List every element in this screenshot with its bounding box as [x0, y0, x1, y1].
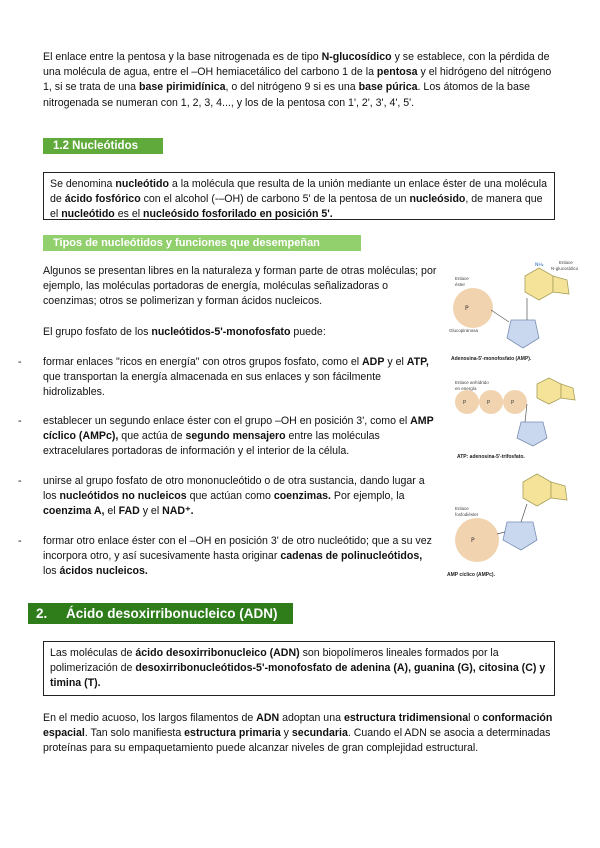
bullet-dash: - — [18, 356, 22, 368]
fig1-label-nglucosidico: N-glucosídico — [551, 266, 579, 271]
bullet-item-polinucleotidos: formar otro enlace éster con el –OH en posición 3' de otro nucleótido; que a su vez incorpora otro, y así sucesivamente hasta originar cadenas de polinucleótidos, los ácidos nucleicos. — [43, 535, 432, 578]
bullet-dash: - — [18, 535, 22, 547]
bullet-dash: - — [18, 415, 22, 427]
bullet-item-ampc: establecer un segundo enlace éster con el grupo –OH en posición 3', como el AMP cíclico (AMPc), que actúa de segundo mensajero entre las moléculas extracelulares portadoras de información y el interior de la célula. — [43, 415, 434, 458]
figure-atp — [447, 374, 587, 464]
section-number: 2. — [36, 606, 48, 621]
fig1-caption: Adenosina-5'-monofosfato (AMP). — [451, 356, 532, 362]
svg-text:P: P — [511, 400, 515, 406]
adn-paragraph: En el medio acuoso, los largos filamentos de ADN adoptan una estructura tridimensional o conformación espacial. Tan solo manifiesta estructura primaria y secundaria. Cuando el ADN se asocia a determinadas proteínas para su empaquetamiento puede alcanzar niveles de gran complejidad estructural. — [43, 712, 553, 755]
fig2-label-anhidrido: Enlace anhídrido — [455, 380, 489, 385]
svg-text:P: P — [471, 537, 475, 544]
ampc-molecule-drawing — [447, 472, 587, 570]
intro-paragraph: El enlace entre la pentosa y la base nitrogenada es de tipo N-glucosídico y se establece, con la pérdida de una molécula de agua, entre el –OH hemiacetálico del carbono 1 de la pentosa y el hidrógeno del nitrógeno 1, si se trata de una base pirimidínica, o del nitrógeno 9 si es una base púrica. Los átomos de la base nitrogenada se numeran con 1, 2, 3, 4..., y los de la pentosa con 1', 2', 3', 4', 5'. — [43, 51, 552, 109]
fig1-label-ester: éster — [455, 282, 466, 287]
fig3-caption: AMP cíclico (AMPc). — [447, 572, 495, 578]
fig2-caption: ATP: adenosina-5'-trifosfato. — [457, 454, 525, 460]
definition-box — [43, 172, 555, 220]
svg-text:NH₂: NH₂ — [535, 263, 544, 268]
fig3-label-fosfodiester: fosfodiéster — [455, 512, 479, 517]
fig1-label-glucopiranosa: Glucopiranosa — [449, 328, 479, 333]
adn-definition-text: Las moléculas de ácido desoxirribonucleico (ADN) son biopolímeros lineales formados por la polimerización de desoxirribonucleótidos-5'-monofosfato de adenina (A), guanina (G), citosina (C) y timina (T). — [50, 647, 546, 690]
subsection-heading-tipos: Tipos de nucleótidos y funciones que desempeñan — [43, 235, 361, 251]
fig3-label-enlace: Enlace — [455, 506, 469, 511]
bullet-dash: - — [18, 475, 22, 487]
svg-text:P: P — [465, 305, 469, 312]
grupo-paragraph: El grupo fosfato de los nucleótidos-5'-monofosfato puede: — [43, 326, 326, 338]
figure-amp — [447, 258, 587, 366]
section-heading-adn — [28, 603, 293, 624]
fig1-label-enlace: Enlace — [455, 276, 469, 281]
amp-molecule-drawing — [447, 258, 587, 354]
figure-ampc — [447, 472, 587, 584]
bullet-item-coenzimas: unirse al grupo fosfato de otro mononucleótido o de otra sustancia, dando lugar a los nucleótidos no nucleicos que actúan como coenzimas. Por ejemplo, la coenzima A, el FAD y el NAD⁺. — [43, 475, 425, 518]
fig2-label-energia: en energía — [455, 386, 477, 391]
section-heading-nucleotidos: 1.2 Nucleótidos — [43, 138, 163, 154]
bullet-item-adp-atp: formar enlaces "ricos en energía" con otros grupos fosfato, como el ADP y el ATP, que transportan la energía almacenada en sus enlaces y son fácilmente hidrolizables. — [43, 356, 429, 399]
intro2-paragraph: Algunos se presentan libres en la naturaleza y forman parte de otras moléculas; por ejemplo, las moléculas portadoras de energía, moléculas señalizadoras o coenzimas; otros se polimerizan y forman ácidos nucleicos. — [43, 265, 437, 308]
svg-text:P: P — [487, 400, 491, 406]
adn-definition-box — [43, 641, 555, 696]
svg-text:P: P — [463, 400, 467, 406]
definition-text: Se denomina nucleótido a la molécula que resulta de la unión mediante un enlace éster de una molécula de ácido fosfórico con el alcohol (-–OH) de carbono 5' de la pentosa de un nucleósido, de manera que el nucleótido es el nucleósido fosforilado en posición 5'. — [50, 178, 548, 221]
fig1-label-enlace2: Enlace — [559, 260, 573, 265]
section-title: Ácido desoxirribonucleico (ADN) — [66, 606, 278, 621]
